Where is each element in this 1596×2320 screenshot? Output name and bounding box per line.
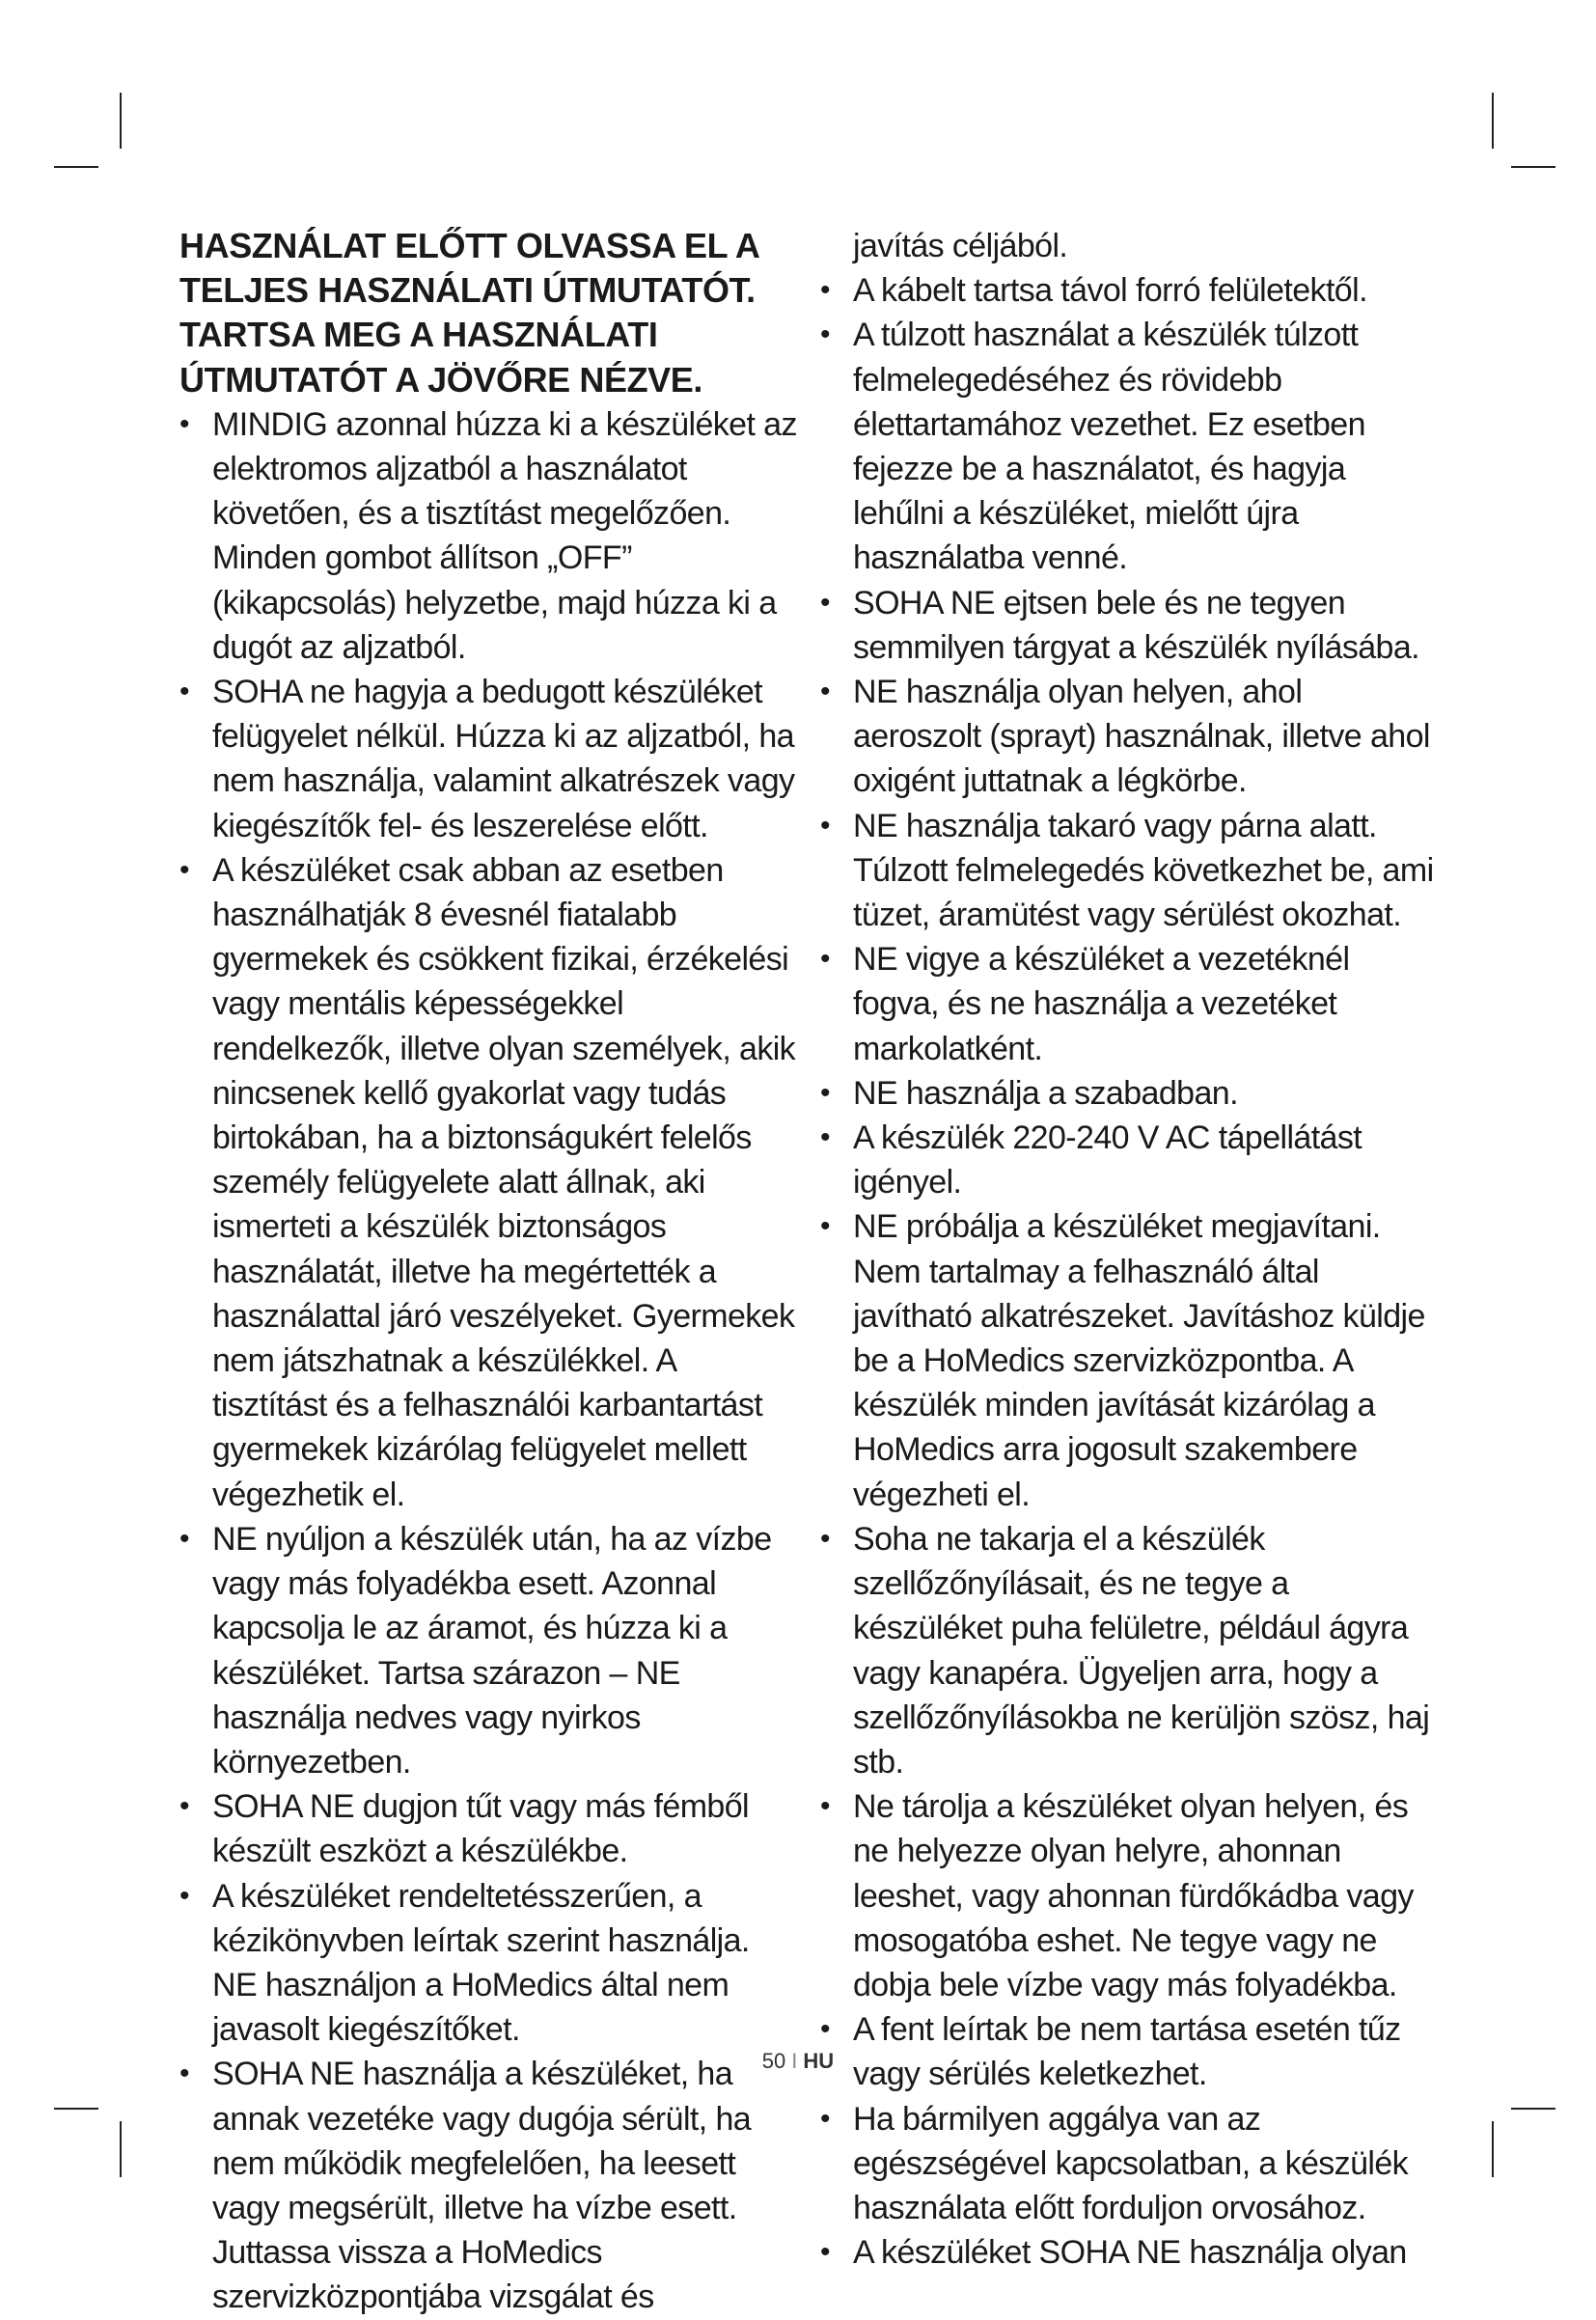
crop-mark-top-left-vertical	[120, 93, 122, 149]
list-item: • NE használja olyan helyen, ahol aeroszolt (sprayt) használnak, illetve ahol oxigént juttatnak a légkörbe.	[820, 670, 1438, 804]
crop-mark-top-right-vertical	[1492, 93, 1494, 149]
list-item: • Ne tárolja a készüléket olyan helyen, és ne helyezze olyan helyre, ahonnan leeshet, vagy ahonnan fürdőkádba vagy mosogatóba eshet. Ne tegye vagy ne dobja bele vízbe vagy más folyadékba.	[820, 1784, 1438, 2007]
list-item: • NE nyúljon a készülék után, ha az vízbe vagy más folyadékba esett. Azonnal kapcsolja le az áramot, és húzza ki a készüléket. Tartsa szárazon – NE használja nedves vagy nyirkos környezetben.	[179, 1517, 797, 1784]
language-code: HU	[803, 2049, 835, 2073]
list-item: • A fent leírtak be nem tartása esetén tűz vagy sérülés keletkezhet.	[820, 2007, 1438, 2096]
list-item: • MINDIG azonnal húzza ki a készüléket az elektromos aljzatból a használatot követően, és a tisztítást megelőzően. Minden gombot állítson „OFF” (kikapcsolás) helyzetbe, majd húzza ki a dugót az aljzatból.	[179, 402, 797, 670]
crop-mark-top-left-horizontal	[54, 166, 98, 168]
right-safety-list	[820, 224, 1438, 2275]
left-safety-list	[179, 402, 797, 2320]
crop-mark-bottom-right-vertical	[1492, 2121, 1494, 2177]
page-footer	[0, 2049, 1596, 2074]
page-number: 50	[761, 2049, 786, 2073]
left-column	[179, 224, 797, 2320]
list-item: • NE próbálja a készüléket megjavítani. Nem tartalmay a felhasználó által javítható alkatrészeket. Javításhoz küldje be a HoMedics szervizközpontba. A készülék minden javítását kizárólag a HoMedics arra jogosult szakembere végezheti el.	[820, 1204, 1438, 1516]
safety-heading: HASZNÁLAT ELŐTT OLVASSA EL A TELJES HASZNÁLATI ÚTMUTATÓT. TARTSA MEG A HASZNÁLATI ÚTMUTATÓT A JÖVŐRE NÉZVE.	[179, 226, 759, 400]
list-item: • SOHA NE használja a készüléket, ha annak vezetéke vagy dugója sérült, ha nem működik megfelelően, ha leesett vagy megsérült, illetve ha vízbe esett. Juttassa vissza a HoMedics szervizközpontjába vizsgálat és	[179, 2052, 797, 2319]
crop-mark-bottom-left-horizontal	[54, 2108, 98, 2110]
right-column	[820, 224, 1438, 2275]
list-item-continuation: javítás céljából.	[853, 228, 1068, 264]
list-item: • A készüléket csak abban az esetben használhatják 8 évesnél fiatalabb gyermekek és csökkent fizikai, érzékelési vagy mentális képességekkel rendelkezők, illetve olyan személyek, akik nincsenek kellő gyakorlat vagy tudás birtokában, ha a biztonságukért felelős személy felügyelete alatt állnak, aki ismerteti a készülék biztonságos használatát, illetve ha megértették a használattal járó veszélyeket. Gyermekek nem játszhatnak a készülékkel. A tisztítást és a felhasználói karbantartást gyermekek kizárólag felügyelet mellett végezhetik el.	[179, 848, 797, 1517]
list-item: • A túlzott használat a készülék túlzott felmelegedéséhez és rövidebb élettartamához vezethet. Ez esetben fejezze be a használatot, és hagyja lehűlni a készüléket, mielőtt újra használatba venné.	[820, 313, 1438, 580]
list-item: • A készüléket SOHA NE használja olyan	[820, 2230, 1438, 2275]
crop-mark-bottom-left-vertical	[120, 2121, 122, 2177]
list-item: • NE használja a szabadban.	[820, 1071, 1438, 1116]
list-item: • A készülék 220-240 V AC tápellátást igényel.	[820, 1116, 1438, 1204]
crop-mark-top-right-horizontal	[1511, 166, 1555, 168]
list-item: • NE vigye a készüléket a vezetéknél fogva, és ne használja a vezetéket markolatként.	[820, 937, 1438, 1071]
footer-separator: I	[791, 2049, 798, 2073]
crop-mark-bottom-right-horizontal	[1511, 2108, 1555, 2110]
list-item: • A kábelt tartsa távol forró felületektől.	[820, 268, 1438, 313]
list-item: • Ha bármilyen aggálya van az egészségével kapcsolatban, a készülék használata előtt forduljon orvosához.	[820, 2097, 1438, 2231]
list-item: • A készüléket rendeltetésszerűen, a kézikönyvben leírtak szerint használja. NE használjon a HoMedics által nem javasolt kiegészítőket.	[179, 1874, 797, 2053]
list-item: • NE használja takaró vagy párna alatt. Túlzott felmelegedés következhet be, ami tüzet, áramütést vagy sérülést okozhat.	[820, 804, 1438, 938]
list-item: • SOHA NE dugjon tűt vagy más fémből készült eszközt a készülékbe.	[179, 1784, 797, 1873]
list-item: • SOHA ne hagyja a bedugott készüléket felügyelet nélkül. Húzza ki az aljzatból, ha nem használja, valamint alkatrészek vagy kiegészítők fel- és leszerelése előtt.	[179, 670, 797, 848]
list-item: • SOHA NE ejtsen bele és ne tegyen semmilyen tárgyat a készülék nyílásába.	[820, 581, 1438, 670]
list-item: • Soha ne takarja el a készülék szellőzőnyílásait, és ne tegye a készüléket puha felületre, például ágyra vagy kanapéra. Ügyeljen arra, hogy a szellőzőnyílásokba ne kerüljön szösz, haj stb.	[820, 1517, 1438, 1784]
